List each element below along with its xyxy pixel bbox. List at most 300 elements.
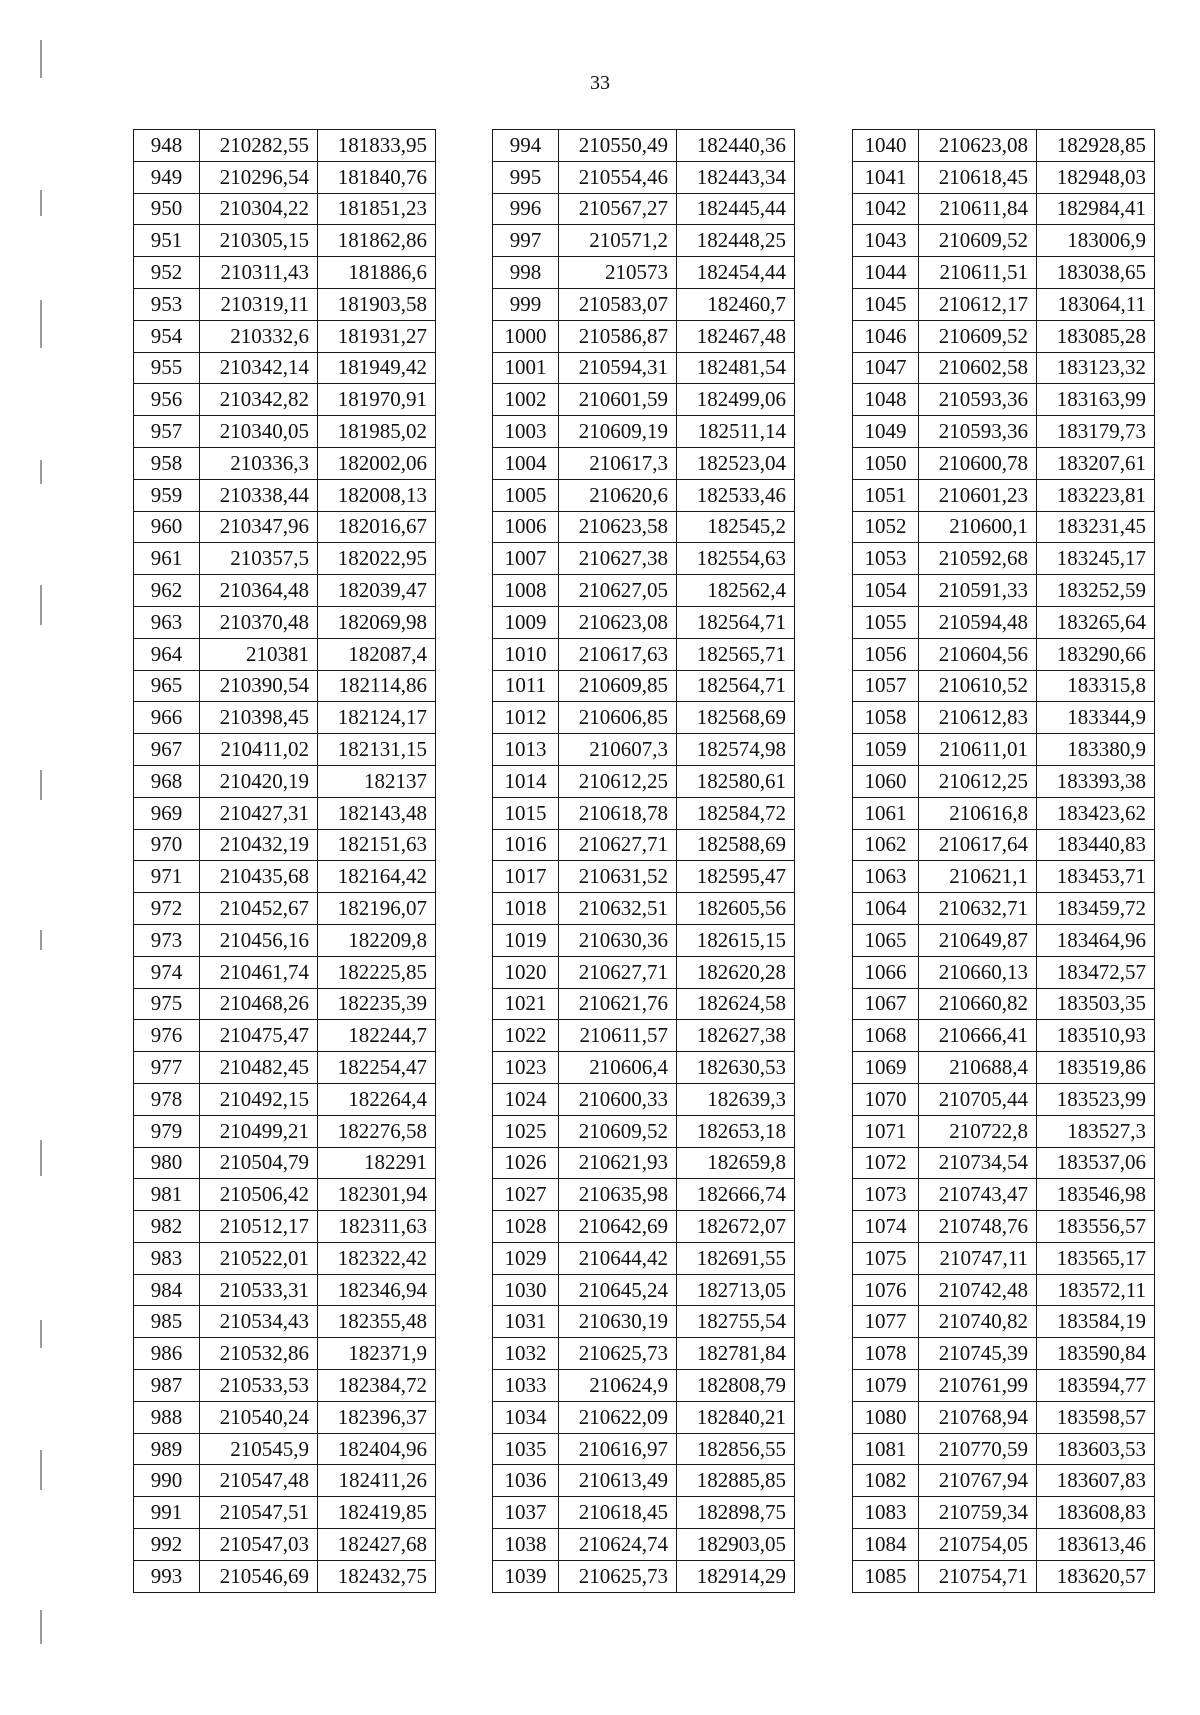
point-number-cell: 1025 [493, 1115, 559, 1147]
table-row [853, 988, 1155, 1020]
y-coordinate-cell: 182984,41 [1037, 193, 1155, 225]
y-coordinate-cell: 182885,85 [677, 1465, 795, 1497]
y-coordinate-cell: 182411,26 [318, 1465, 436, 1497]
point-number-cell: 961 [134, 543, 200, 575]
y-coordinate-cell: 183006,9 [1037, 225, 1155, 257]
y-coordinate-cell: 182039,47 [318, 575, 436, 607]
table-row [134, 225, 436, 257]
x-coordinate-cell: 210593,36 [919, 384, 1037, 416]
y-coordinate-cell: 182781,84 [677, 1338, 795, 1370]
y-coordinate-cell: 183423,62 [1037, 797, 1155, 829]
y-coordinate-cell: 182371,9 [318, 1338, 436, 1370]
x-coordinate-cell: 210632,71 [919, 893, 1037, 925]
table-row [853, 1242, 1155, 1274]
y-coordinate-cell: 181840,76 [318, 161, 436, 193]
y-coordinate-cell: 182355,48 [318, 1306, 436, 1338]
x-coordinate-cell: 210630,19 [559, 1306, 677, 1338]
point-number-cell: 957 [134, 416, 200, 448]
x-coordinate-cell: 210660,82 [919, 988, 1037, 1020]
x-coordinate-cell: 210319,11 [200, 288, 318, 320]
table-row [134, 352, 436, 384]
x-coordinate-cell: 210540,24 [200, 1401, 318, 1433]
y-coordinate-cell: 182008,13 [318, 479, 436, 511]
point-number-cell: 1016 [493, 829, 559, 861]
x-coordinate-cell: 210342,82 [200, 384, 318, 416]
x-coordinate-cell: 210767,94 [919, 1465, 1037, 1497]
point-number-cell: 976 [134, 1020, 200, 1052]
table-row [853, 734, 1155, 766]
point-number-cell: 1064 [853, 893, 919, 925]
x-coordinate-cell: 210554,46 [559, 161, 677, 193]
x-coordinate-cell: 210342,14 [200, 352, 318, 384]
table-row [493, 670, 795, 702]
table-row [134, 988, 436, 1020]
y-coordinate-cell: 182419,85 [318, 1497, 436, 1529]
table-row [134, 1242, 436, 1274]
table-row [853, 924, 1155, 956]
point-number-cell: 955 [134, 352, 200, 384]
x-coordinate-cell: 210606,4 [559, 1052, 677, 1084]
table-row [134, 384, 436, 416]
point-number-cell: 980 [134, 1147, 200, 1179]
x-coordinate-cell: 210364,48 [200, 575, 318, 607]
table-row [134, 924, 436, 956]
point-number-cell: 1008 [493, 575, 559, 607]
x-coordinate-cell: 210742,48 [919, 1274, 1037, 1306]
y-coordinate-cell: 182653,18 [677, 1115, 795, 1147]
point-number-cell: 1015 [493, 797, 559, 829]
table-row [493, 511, 795, 543]
point-number-cell: 956 [134, 384, 200, 416]
x-coordinate-cell: 210612,17 [919, 288, 1037, 320]
point-number-cell: 985 [134, 1306, 200, 1338]
table-row [134, 161, 436, 193]
point-number-cell: 1037 [493, 1497, 559, 1529]
y-coordinate-cell: 182467,48 [677, 320, 795, 352]
y-coordinate-cell: 183179,73 [1037, 416, 1155, 448]
point-number-cell: 1062 [853, 829, 919, 861]
y-coordinate-cell: 182254,47 [318, 1052, 436, 1084]
y-coordinate-cell: 182928,85 [1037, 130, 1155, 162]
y-coordinate-cell: 183064,11 [1037, 288, 1155, 320]
y-coordinate-cell: 182713,05 [677, 1274, 795, 1306]
y-coordinate-cell: 183344,9 [1037, 702, 1155, 734]
y-coordinate-cell: 182131,15 [318, 734, 436, 766]
table-row [493, 1465, 795, 1497]
table-row [493, 1370, 795, 1402]
y-coordinate-cell: 183598,57 [1037, 1401, 1155, 1433]
point-number-cell: 1019 [493, 924, 559, 956]
x-coordinate-cell: 210612,25 [559, 765, 677, 797]
table-row [853, 638, 1155, 670]
x-coordinate-cell: 210621,93 [559, 1147, 677, 1179]
table-row [853, 861, 1155, 893]
table-row [134, 257, 436, 289]
y-coordinate-cell: 182568,69 [677, 702, 795, 734]
x-coordinate-cell: 210506,42 [200, 1179, 318, 1211]
point-number-cell: 1021 [493, 988, 559, 1020]
y-coordinate-cell: 183252,59 [1037, 575, 1155, 607]
point-number-cell: 1007 [493, 543, 559, 575]
point-number-cell: 989 [134, 1433, 200, 1465]
x-coordinate-cell: 210630,36 [559, 924, 677, 956]
table-row [493, 1211, 795, 1243]
x-coordinate-cell: 210547,48 [200, 1465, 318, 1497]
point-number-cell: 967 [134, 734, 200, 766]
y-coordinate-cell: 183123,32 [1037, 352, 1155, 384]
y-coordinate-cell: 182137 [318, 765, 436, 797]
table-row [493, 1242, 795, 1274]
table-row [493, 988, 795, 1020]
table-row [493, 638, 795, 670]
y-coordinate-cell: 182454,44 [677, 257, 795, 289]
table-row [493, 1052, 795, 1084]
x-coordinate-cell: 210616,97 [559, 1433, 677, 1465]
y-coordinate-cell: 182427,68 [318, 1529, 436, 1561]
point-number-cell: 1080 [853, 1401, 919, 1433]
table-row [134, 130, 436, 162]
point-number-cell: 1036 [493, 1465, 559, 1497]
table-row [493, 606, 795, 638]
point-number-cell: 995 [493, 161, 559, 193]
point-number-cell: 950 [134, 193, 200, 225]
point-number-cell: 1032 [493, 1338, 559, 1370]
table-row [493, 924, 795, 956]
x-coordinate-cell: 210604,56 [919, 638, 1037, 670]
point-number-cell: 948 [134, 130, 200, 162]
y-coordinate-cell: 183510,93 [1037, 1020, 1155, 1052]
scan-margin-mark [40, 460, 42, 484]
y-coordinate-cell: 182755,54 [677, 1306, 795, 1338]
table-row [493, 1497, 795, 1529]
y-coordinate-cell: 183453,71 [1037, 861, 1155, 893]
x-coordinate-cell: 210611,51 [919, 257, 1037, 289]
x-coordinate-cell: 210705,44 [919, 1083, 1037, 1115]
y-coordinate-cell: 183085,28 [1037, 320, 1155, 352]
x-coordinate-cell: 210381 [200, 638, 318, 670]
table-row [493, 1020, 795, 1052]
table-row [493, 257, 795, 289]
y-coordinate-cell: 183603,53 [1037, 1433, 1155, 1465]
x-coordinate-cell: 210305,15 [200, 225, 318, 257]
point-number-cell: 951 [134, 225, 200, 257]
point-number-cell: 973 [134, 924, 200, 956]
table-row [853, 606, 1155, 638]
table-row [853, 956, 1155, 988]
table-row [134, 543, 436, 575]
table-row [493, 447, 795, 479]
x-coordinate-cell: 210645,24 [559, 1274, 677, 1306]
point-number-cell: 1034 [493, 1401, 559, 1433]
table-row [134, 956, 436, 988]
x-coordinate-cell: 210688,4 [919, 1052, 1037, 1084]
table-row [134, 702, 436, 734]
point-number-cell: 1026 [493, 1147, 559, 1179]
coordinate-table-1 [133, 129, 436, 1593]
table-row [853, 1338, 1155, 1370]
x-coordinate-cell: 210504,79 [200, 1147, 318, 1179]
point-number-cell: 966 [134, 702, 200, 734]
y-coordinate-cell: 183608,83 [1037, 1497, 1155, 1529]
table-row [853, 829, 1155, 861]
x-coordinate-cell: 210623,08 [919, 130, 1037, 162]
table-row [853, 352, 1155, 384]
point-number-cell: 954 [134, 320, 200, 352]
point-number-cell: 1013 [493, 734, 559, 766]
table-row [134, 1179, 436, 1211]
x-coordinate-cell: 210545,9 [200, 1433, 318, 1465]
table-row [853, 1274, 1155, 1306]
point-number-cell: 1042 [853, 193, 919, 225]
table-row [493, 1529, 795, 1561]
x-coordinate-cell: 210583,07 [559, 288, 677, 320]
point-number-cell: 1018 [493, 893, 559, 925]
table-row [134, 797, 436, 829]
x-coordinate-cell: 210586,87 [559, 320, 677, 352]
point-number-cell: 997 [493, 225, 559, 257]
y-coordinate-cell: 183527,3 [1037, 1115, 1155, 1147]
y-coordinate-cell: 182564,71 [677, 670, 795, 702]
x-coordinate-cell: 210632,51 [559, 893, 677, 925]
scan-margin-mark [40, 1140, 42, 1176]
x-coordinate-cell: 210534,43 [200, 1306, 318, 1338]
table-row [493, 130, 795, 162]
x-coordinate-cell: 210761,99 [919, 1370, 1037, 1402]
table-row [853, 130, 1155, 162]
y-coordinate-cell: 182574,98 [677, 734, 795, 766]
table-row [853, 1052, 1155, 1084]
point-number-cell: 991 [134, 1497, 200, 1529]
y-coordinate-cell: 183590,84 [1037, 1338, 1155, 1370]
y-coordinate-cell: 182022,95 [318, 543, 436, 575]
table-row [134, 1529, 436, 1561]
table-row [134, 638, 436, 670]
y-coordinate-cell: 181903,58 [318, 288, 436, 320]
x-coordinate-cell: 210627,05 [559, 575, 677, 607]
table-row [134, 1052, 436, 1084]
point-number-cell: 982 [134, 1211, 200, 1243]
x-coordinate-cell: 210282,55 [200, 130, 318, 162]
x-coordinate-cell: 210533,31 [200, 1274, 318, 1306]
point-number-cell: 1052 [853, 511, 919, 543]
y-coordinate-cell: 182016,67 [318, 511, 436, 543]
point-number-cell: 1014 [493, 765, 559, 797]
y-coordinate-cell: 183223,81 [1037, 479, 1155, 511]
point-number-cell: 1010 [493, 638, 559, 670]
point-number-cell: 975 [134, 988, 200, 1020]
point-number-cell: 1068 [853, 1020, 919, 1052]
y-coordinate-cell: 182903,05 [677, 1529, 795, 1561]
y-coordinate-cell: 182291 [318, 1147, 436, 1179]
point-number-cell: 1074 [853, 1211, 919, 1243]
point-number-cell: 1001 [493, 352, 559, 384]
x-coordinate-cell: 210532,86 [200, 1338, 318, 1370]
x-coordinate-cell: 210609,19 [559, 416, 677, 448]
x-coordinate-cell: 210296,54 [200, 161, 318, 193]
table-row [134, 1274, 436, 1306]
table-row [493, 1147, 795, 1179]
table-row [134, 1306, 436, 1338]
point-number-cell: 1002 [493, 384, 559, 416]
x-coordinate-cell: 210624,74 [559, 1529, 677, 1561]
point-number-cell: 1012 [493, 702, 559, 734]
point-number-cell: 1058 [853, 702, 919, 734]
y-coordinate-cell: 182808,79 [677, 1370, 795, 1402]
point-number-cell: 1073 [853, 1179, 919, 1211]
y-coordinate-cell: 183523,99 [1037, 1083, 1155, 1115]
scan-margin-mark [40, 930, 42, 950]
y-coordinate-cell: 183537,06 [1037, 1147, 1155, 1179]
table-row [493, 320, 795, 352]
table-row [134, 320, 436, 352]
point-number-cell: 1078 [853, 1338, 919, 1370]
point-number-cell: 979 [134, 1115, 200, 1147]
x-coordinate-cell: 210734,54 [919, 1147, 1037, 1179]
point-number-cell: 1059 [853, 734, 919, 766]
x-coordinate-cell: 210600,33 [559, 1083, 677, 1115]
table-row [493, 797, 795, 829]
table-row [493, 1115, 795, 1147]
y-coordinate-cell: 182672,07 [677, 1211, 795, 1243]
x-coordinate-cell: 210624,9 [559, 1370, 677, 1402]
table-row [493, 1083, 795, 1115]
point-number-cell: 996 [493, 193, 559, 225]
point-number-cell: 1055 [853, 606, 919, 638]
y-coordinate-cell: 182564,71 [677, 606, 795, 638]
x-coordinate-cell: 210546,69 [200, 1560, 318, 1592]
point-number-cell: 1040 [853, 130, 919, 162]
x-coordinate-cell: 210336,3 [200, 447, 318, 479]
x-coordinate-cell: 210420,19 [200, 765, 318, 797]
table-row [493, 352, 795, 384]
scan-margin-mark [40, 1320, 42, 1348]
x-coordinate-cell: 210612,25 [919, 765, 1037, 797]
point-number-cell: 1027 [493, 1179, 559, 1211]
x-coordinate-cell: 210768,94 [919, 1401, 1037, 1433]
page-number: 33 [590, 72, 610, 94]
point-number-cell: 1031 [493, 1306, 559, 1338]
y-coordinate-cell: 183231,45 [1037, 511, 1155, 543]
table-row [134, 606, 436, 638]
y-coordinate-cell: 182639,3 [677, 1083, 795, 1115]
table-row [853, 765, 1155, 797]
point-number-cell: 968 [134, 765, 200, 797]
point-number-cell: 1033 [493, 1370, 559, 1402]
point-number-cell: 1065 [853, 924, 919, 956]
scan-margin-mark [40, 585, 42, 625]
x-coordinate-cell: 210610,52 [919, 670, 1037, 702]
table-row [853, 1306, 1155, 1338]
y-coordinate-cell: 182384,72 [318, 1370, 436, 1402]
y-coordinate-cell: 183472,57 [1037, 956, 1155, 988]
point-number-cell: 986 [134, 1338, 200, 1370]
x-coordinate-cell: 210468,26 [200, 988, 318, 1020]
table-row [134, 1147, 436, 1179]
y-coordinate-cell: 183207,61 [1037, 447, 1155, 479]
point-number-cell: 990 [134, 1465, 200, 1497]
x-coordinate-cell: 210743,47 [919, 1179, 1037, 1211]
x-coordinate-cell: 210617,63 [559, 638, 677, 670]
point-number-cell: 1029 [493, 1242, 559, 1274]
table-row [134, 575, 436, 607]
table-row [493, 1274, 795, 1306]
point-number-cell: 963 [134, 606, 200, 638]
table-row [853, 1083, 1155, 1115]
table-row [493, 543, 795, 575]
point-number-cell: 1044 [853, 257, 919, 289]
y-coordinate-cell: 182898,75 [677, 1497, 795, 1529]
y-coordinate-cell: 183556,57 [1037, 1211, 1155, 1243]
y-coordinate-cell: 183503,35 [1037, 988, 1155, 1020]
y-coordinate-cell: 182620,28 [677, 956, 795, 988]
table-row [853, 1497, 1155, 1529]
y-coordinate-cell: 182562,4 [677, 575, 795, 607]
table-row [493, 1338, 795, 1370]
table-row [853, 1401, 1155, 1433]
table-row [493, 225, 795, 257]
x-coordinate-cell: 210304,22 [200, 193, 318, 225]
point-number-cell: 1054 [853, 575, 919, 607]
y-coordinate-cell: 182151,63 [318, 829, 436, 861]
table-row [493, 702, 795, 734]
table-row [853, 225, 1155, 257]
table-row [134, 288, 436, 320]
table-row [853, 320, 1155, 352]
y-coordinate-cell: 182584,72 [677, 797, 795, 829]
x-coordinate-cell: 210740,82 [919, 1306, 1037, 1338]
point-number-cell: 1017 [493, 861, 559, 893]
y-coordinate-cell: 182322,42 [318, 1242, 436, 1274]
table-row [853, 1529, 1155, 1561]
y-coordinate-cell: 183584,19 [1037, 1306, 1155, 1338]
x-coordinate-cell: 210338,44 [200, 479, 318, 511]
point-number-cell: 978 [134, 1083, 200, 1115]
table-row [493, 1433, 795, 1465]
point-number-cell: 1066 [853, 956, 919, 988]
y-coordinate-cell: 182840,21 [677, 1401, 795, 1433]
y-coordinate-cell: 183393,38 [1037, 765, 1155, 797]
point-number-cell: 1020 [493, 956, 559, 988]
y-coordinate-cell: 183594,77 [1037, 1370, 1155, 1402]
y-coordinate-cell: 182856,55 [677, 1433, 795, 1465]
y-coordinate-cell: 182143,48 [318, 797, 436, 829]
x-coordinate-cell: 210594,31 [559, 352, 677, 384]
x-coordinate-cell: 210618,78 [559, 797, 677, 829]
y-coordinate-cell: 182545,2 [677, 511, 795, 543]
y-coordinate-cell: 181985,02 [318, 416, 436, 448]
point-number-cell: 977 [134, 1052, 200, 1084]
point-number-cell: 1023 [493, 1052, 559, 1084]
table-row [134, 1338, 436, 1370]
point-number-cell: 1075 [853, 1242, 919, 1274]
point-number-cell: 1005 [493, 479, 559, 511]
y-coordinate-cell: 183315,8 [1037, 670, 1155, 702]
point-number-cell: 987 [134, 1370, 200, 1402]
x-coordinate-cell: 210398,45 [200, 702, 318, 734]
y-coordinate-cell: 182396,37 [318, 1401, 436, 1433]
y-coordinate-cell: 182627,38 [677, 1020, 795, 1052]
point-number-cell: 1079 [853, 1370, 919, 1402]
x-coordinate-cell: 210631,52 [559, 861, 677, 893]
y-coordinate-cell: 182235,39 [318, 988, 436, 1020]
y-coordinate-cell: 181862,86 [318, 225, 436, 257]
table-row [853, 1020, 1155, 1052]
table-row [853, 1147, 1155, 1179]
y-coordinate-cell: 182565,71 [677, 638, 795, 670]
point-number-cell: 953 [134, 288, 200, 320]
x-coordinate-cell: 210602,58 [919, 352, 1037, 384]
x-coordinate-cell: 210759,34 [919, 1497, 1037, 1529]
